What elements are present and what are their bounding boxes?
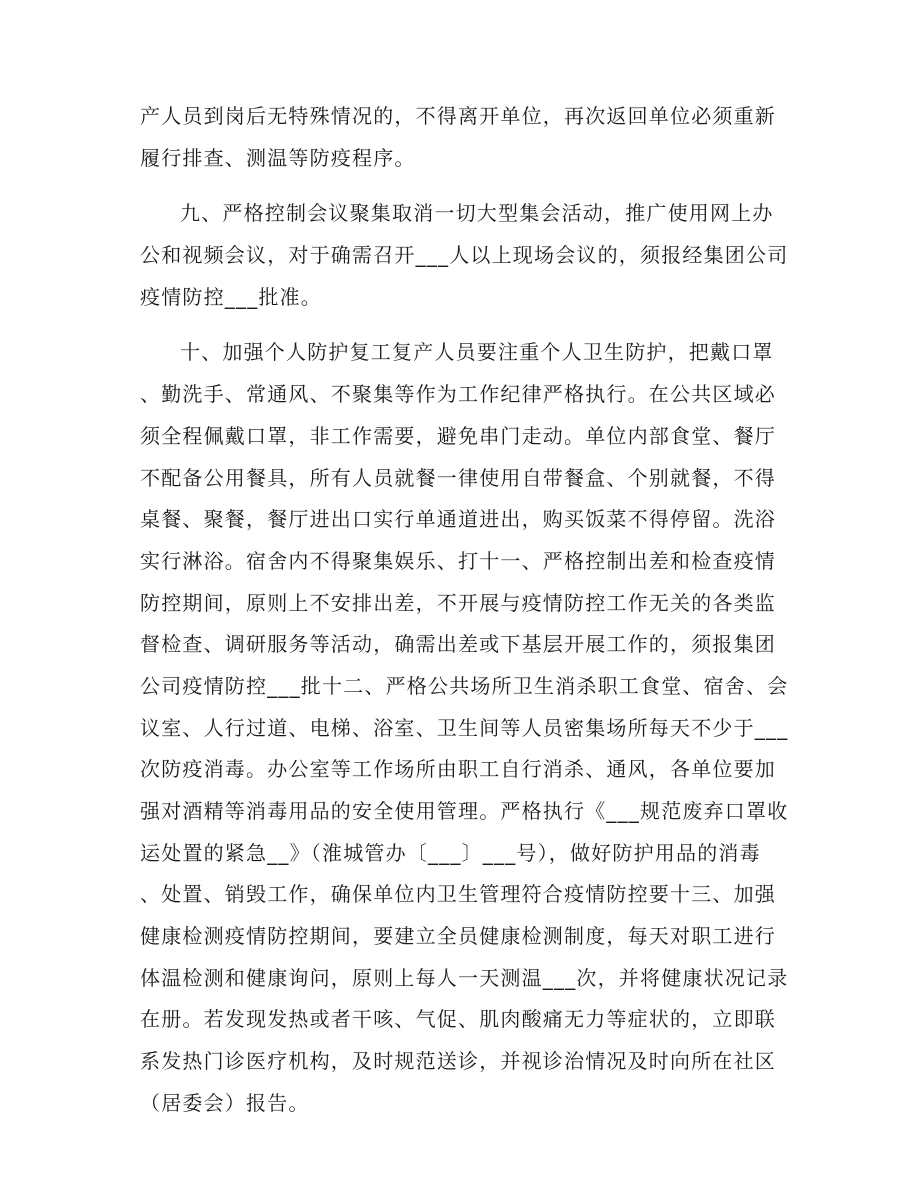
text-line: 桌餐、聚餐，餐厅进出口实行单通道进出，购买饭菜不得停留。洗浴 xyxy=(140,507,776,532)
text-line: 、处置、销毁工作，确保单位内卫生管理符合疫情防控要十三、加强 xyxy=(140,882,776,907)
text-line: 实行淋浴。宿舍内不得聚集娱乐、打十一、严格控制出差和检查疫情 xyxy=(140,548,776,573)
text-line: 疫情防控___批准。 xyxy=(140,284,322,309)
text-line: 次防疫消毒。办公室等工作场所由职工自行消杀、通风，各单位要加 xyxy=(140,757,776,782)
text-line: 公和视频会议，对于确需召开___人以上现场会议的，须报经集团公司 xyxy=(140,243,789,268)
paragraph-item-10 xyxy=(140,332,789,1124)
paragraph-spacer xyxy=(140,179,780,193)
text-line: 议室、人行过道、电梯、浴室、卫生间等人员密集场所每天不少于___ xyxy=(140,715,789,740)
text-line: 九、严格控制会议聚集取消一切大型集会活动，推广使用网上办 xyxy=(180,201,774,226)
paragraph-item-9 xyxy=(140,193,789,318)
text-line: 强对酒精等消毒用品的安全使用管理。严格执行《___规范废弃口罩收 xyxy=(140,799,789,823)
text-line: 体温检测和健康询问，原则上每人一天测温___次，并将健康状况记录 xyxy=(140,965,789,990)
paragraph-continuation xyxy=(140,96,780,179)
text-line: 督检查、调研服务等活动，确需出差或下基层开展工作的，须报集团 xyxy=(140,632,776,657)
text-line: 不配备公用餐具，所有人员就餐一律使用自带餐盒、个别就餐，不得 xyxy=(140,465,776,490)
text-line: 运处置的紧急__》（淮城管办〔___〕___号），做好防护用品的消毒 xyxy=(140,840,761,865)
paragraph-spacer xyxy=(140,318,780,332)
text-line: 健康检测疫情防控期间，要建立全员健康检测制度，每天对职工进行 xyxy=(140,924,776,949)
text-line: 须全程佩戴口罩，非工作需要，避免串门走动。单位内部食堂、餐厅 xyxy=(140,423,776,448)
text-line: 在册。若发现发热或者干咳、气促、肌肉酸痛无力等症状的，立即联 xyxy=(140,1007,776,1032)
text-line: 履行排查、测温等防疫程序。 xyxy=(140,145,416,170)
document-page xyxy=(140,96,789,1125)
text-line: 、勤洗手、常通风、不聚集等作为工作纪律严格执行。在公共区域必 xyxy=(140,382,776,407)
text-line: 产人员到岗后无特殊情况的，不得离开单位，再次返回单位必须重新 xyxy=(140,104,776,128)
text-line: 十、加强个人防护复工复产人员要注重个人卫生防护，把戴口罩 xyxy=(180,340,774,365)
text-line: 系发热门诊医疗机构，及时规范送诊，并视诊治情况及时向所在社区 xyxy=(140,1049,776,1074)
text-line: 公司疫情防控___批十二、严格公共场所卫生消杀职工食堂、宿舍、会 xyxy=(140,673,789,698)
text-line: （居委会）报告。 xyxy=(140,1090,310,1115)
text-line: 防控期间，原则上不安排出差，不开展与疫情防控工作无关的各类监 xyxy=(140,590,776,615)
